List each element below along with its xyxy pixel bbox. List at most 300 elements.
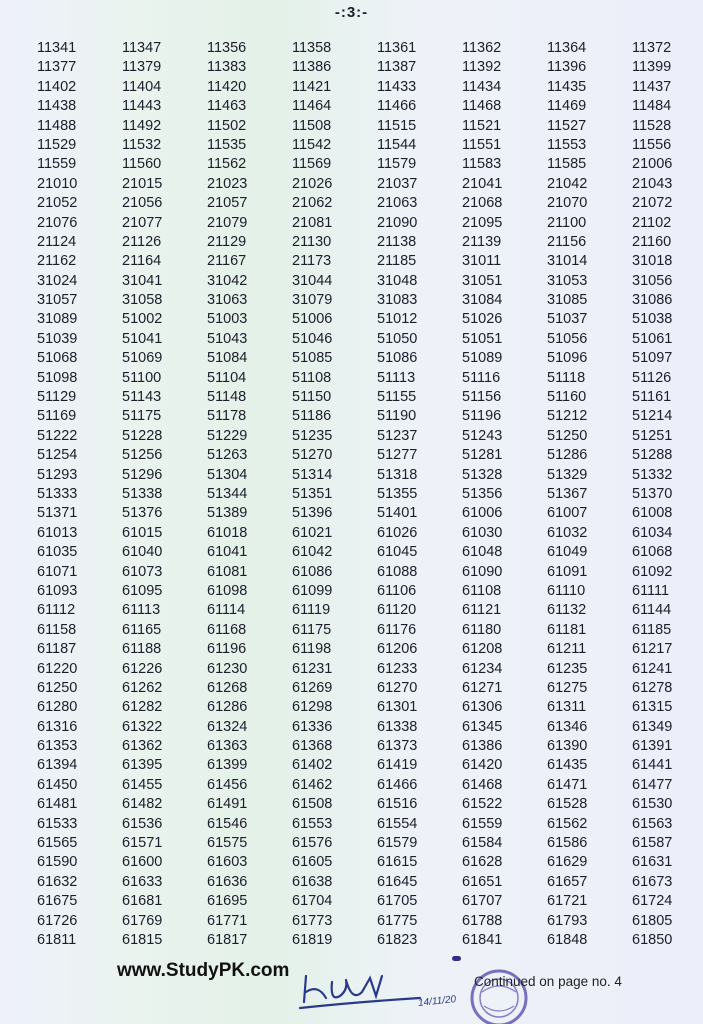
roll-number-cell: 11551 (462, 136, 502, 153)
roll-number-cell: 51355 (377, 485, 418, 502)
roll-number-cell: 21015 (122, 175, 163, 192)
roll-number-cell: 61575 (207, 835, 248, 852)
roll-number-cell: 11434 (462, 78, 502, 95)
roll-number-cell: 21026 (292, 175, 333, 192)
roll-number-cell: 31024 (37, 272, 78, 289)
roll-number-cell: 51196 (462, 408, 502, 425)
roll-number-cell: 61773 (292, 912, 333, 929)
roll-number-cell: 31051 (462, 272, 503, 289)
roll-number-cell: 51175 (122, 408, 162, 425)
roll-number-cell: 61579 (377, 835, 418, 852)
roll-number-cell: 61132 (547, 602, 587, 619)
roll-number-cell: 11438 (37, 98, 77, 115)
roll-number-cell: 11527 (547, 117, 587, 134)
roll-number-cell: 61456 (207, 776, 248, 793)
roll-number-cell: 61271 (462, 679, 503, 696)
roll-number-cell: 61628 (462, 854, 503, 871)
roll-number-cell: 51318 (377, 466, 418, 483)
roll-number-cell: 61241 (632, 660, 673, 677)
roll-number-cell: 11515 (377, 117, 417, 134)
roll-number-cell: 61217 (632, 641, 673, 658)
roll-number-cell: 61491 (207, 796, 248, 813)
roll-number-cell: 61673 (632, 873, 673, 890)
roll-number-cell: 61565 (37, 835, 78, 852)
roll-number-cell: 61695 (207, 893, 248, 910)
roll-number-cell: 61120 (377, 602, 417, 619)
roll-number-cell: 61587 (632, 835, 673, 852)
roll-number-cell: 51376 (122, 505, 163, 522)
roll-number-cell: 11466 (377, 98, 417, 115)
roll-number-cell: 31014 (547, 253, 588, 270)
roll-number-cell: 31079 (292, 292, 333, 309)
roll-number-cell: 11341 (37, 40, 77, 56)
roll-number-cell: 61482 (122, 796, 163, 813)
roll-number-cell: 51085 (292, 350, 333, 367)
roll-number-cell: 51212 (547, 408, 588, 425)
roll-number-cell: 61420 (462, 757, 503, 774)
roll-number-cell: 21090 (377, 214, 418, 231)
roll-number-cell: 61516 (377, 796, 418, 813)
roll-number-cell: 61175 (292, 621, 332, 638)
roll-number-cell: 21006 (632, 156, 673, 173)
roll-number-cell: 61399 (207, 757, 248, 774)
roll-number-cell: 21139 (462, 233, 502, 250)
roll-number-cell: 51051 (462, 330, 503, 347)
roll-number-cell: 61615 (377, 854, 418, 871)
roll-number-cell: 61275 (547, 679, 588, 696)
roll-number-cell: 61315 (632, 699, 673, 716)
roll-number-cell: 61450 (37, 776, 78, 793)
roll-number-cell: 11469 (547, 98, 587, 115)
roll-number-cell: 51254 (37, 447, 78, 464)
roll-number-cell: 31063 (207, 292, 248, 309)
roll-number-cell: 61823 (377, 931, 418, 948)
roll-number-cell: 51129 (37, 389, 77, 406)
roll-number-cell: 31084 (462, 292, 503, 309)
roll-number-cell: 51329 (547, 466, 588, 483)
roll-number-cell: 31086 (632, 292, 673, 309)
roll-number-cell: 61362 (122, 738, 163, 755)
roll-number-cell: 61726 (37, 912, 78, 929)
roll-number-cell: 51148 (207, 389, 247, 406)
roll-number-cell: 61553 (292, 815, 333, 832)
roll-number-cell: 61638 (292, 873, 333, 890)
roll-number-cell: 21042 (547, 175, 588, 192)
roll-number-cell: 61441 (632, 757, 673, 774)
roll-number-cell: 61563 (632, 815, 673, 832)
roll-number-cell: 51235 (292, 427, 333, 444)
roll-number-cell: 51097 (632, 350, 673, 367)
roll-number-cell: 51026 (462, 311, 503, 328)
roll-number-cell: 51367 (547, 485, 588, 502)
roll-number-cell: 11553 (547, 136, 587, 153)
roll-number-cell: 21126 (122, 233, 162, 250)
roll-number-cell: 11528 (632, 117, 672, 134)
roll-number-cell: 11443 (122, 98, 162, 115)
roll-number-cell: 51401 (377, 505, 418, 522)
roll-number-cell: 61110 (547, 582, 586, 599)
roll-number-cell: 21037 (377, 175, 418, 192)
roll-number-cell: 21023 (207, 175, 248, 192)
roll-number-cell: 31056 (632, 272, 673, 289)
roll-number-cell: 11383 (207, 59, 247, 76)
roll-number-cell: 61013 (37, 524, 78, 541)
roll-number-cell: 61349 (632, 718, 673, 735)
roll-number-cell: 61106 (377, 582, 417, 599)
roll-number-cell: 51251 (632, 427, 673, 444)
roll-number-cell: 11583 (462, 156, 502, 173)
roll-number-cell: 51084 (207, 350, 248, 367)
roll-number-cell: 61721 (547, 893, 588, 910)
roll-number-cell: 11364 (547, 40, 587, 56)
roll-number-cell: 11347 (122, 40, 162, 56)
roll-number-cell: 61600 (122, 854, 163, 871)
roll-number-cell: 21068 (462, 195, 503, 212)
roll-number-cell: 61108 (462, 582, 502, 599)
roll-number-cell: 61466 (377, 776, 418, 793)
roll-number-cell: 51089 (462, 350, 503, 367)
roll-number-cell: 21076 (37, 214, 78, 231)
roll-number-cell: 21129 (207, 233, 247, 250)
roll-number-cell: 31083 (377, 292, 418, 309)
roll-number-cell: 31089 (37, 311, 78, 328)
roll-number-cell: 11532 (122, 136, 162, 153)
roll-number-cell: 51222 (37, 427, 78, 444)
roll-number-cell: 21056 (122, 195, 163, 212)
roll-number-cell: 61073 (122, 563, 163, 580)
roll-number-cell: 61632 (37, 873, 78, 890)
roll-number-cell: 21081 (292, 214, 333, 231)
roll-number-cell: 61850 (632, 931, 673, 948)
roll-number-cell: 51068 (37, 350, 78, 367)
roll-number-cell: 11402 (37, 78, 77, 95)
roll-number-cell: 61368 (292, 738, 333, 755)
roll-number-cell: 51256 (122, 447, 163, 464)
roll-number-cell: 51069 (122, 350, 163, 367)
roll-number-cell: 61188 (122, 641, 162, 658)
roll-number-cell: 11464 (292, 98, 332, 115)
roll-number-cell: 11463 (207, 98, 247, 115)
roll-number-cell: 51351 (292, 485, 333, 502)
roll-number-cell: 61402 (292, 757, 333, 774)
roll-number-cell: 61168 (207, 621, 247, 638)
roll-number-cell: 61345 (462, 718, 503, 735)
roll-number-cell: 51143 (122, 389, 162, 406)
roll-number-cell: 61114 (207, 602, 246, 619)
roll-number-cell: 61208 (462, 641, 503, 658)
roll-number-cell: 61657 (547, 873, 588, 890)
roll-number-cell: 61805 (632, 912, 673, 929)
roll-number-cell: 51250 (547, 427, 588, 444)
roll-number-cell: 11569 (292, 156, 332, 173)
roll-number-cell: 61176 (377, 621, 417, 638)
roll-number-cell: 61522 (462, 796, 503, 813)
roll-number-cell: 61576 (292, 835, 333, 852)
roll-number-cell: 21079 (207, 214, 248, 231)
roll-number-cell: 61268 (207, 679, 248, 696)
roll-number-cell: 11529 (37, 136, 77, 153)
roll-number-cell: 61286 (207, 699, 248, 716)
roll-number-cell: 11502 (207, 117, 247, 134)
roll-number-cell: 61705 (377, 893, 418, 910)
roll-number-cell: 51108 (292, 369, 332, 386)
roll-number-cell: 61590 (37, 854, 78, 871)
roll-number-cell: 51277 (377, 447, 418, 464)
roll-number-cell: 51389 (207, 505, 248, 522)
roll-number-cell: 51186 (292, 408, 332, 425)
roll-number-cell: 61373 (377, 738, 418, 755)
roll-number-cell: 31044 (292, 272, 333, 289)
roll-number-cell: 51104 (207, 369, 247, 386)
roll-number-cell: 11437 (632, 78, 672, 95)
roll-number-cell: 51002 (122, 311, 163, 328)
roll-number-cell: 21041 (462, 175, 503, 192)
roll-number-cell: 61021 (292, 524, 333, 541)
roll-number-cell: 21167 (207, 253, 247, 270)
roll-number-cell: 21100 (547, 214, 587, 231)
roll-number-cell: 11556 (632, 136, 672, 153)
roll-number-cell: 21070 (547, 195, 588, 212)
roll-number-cell: 61235 (547, 660, 588, 677)
roll-number-cell: 61629 (547, 854, 588, 871)
roll-number-cell: 11468 (462, 98, 502, 115)
roll-number-cell: 61301 (377, 699, 418, 716)
roll-number-cell: 61278 (632, 679, 673, 696)
roll-number-cell: 21010 (37, 175, 78, 192)
roll-number-cell: 51229 (207, 427, 248, 444)
roll-number-cell: 61584 (462, 835, 503, 852)
continued-note: Continued on page no. 4 (474, 974, 622, 989)
roll-number-cell: 61793 (547, 912, 588, 929)
roll-number-cell: 61346 (547, 718, 588, 735)
roll-number-cell: 11559 (37, 156, 77, 173)
roll-number-cell: 61081 (207, 563, 248, 580)
roll-number-cell: 31011 (462, 253, 502, 270)
roll-number-cell: 21130 (292, 233, 332, 250)
roll-number-cell: 51126 (632, 369, 672, 386)
roll-number-cell: 61250 (37, 679, 78, 696)
roll-number-cell: 61040 (122, 544, 163, 561)
roll-number-cell: 61395 (122, 757, 163, 774)
roll-number-cell: 61811 (37, 931, 77, 948)
roll-number-cell: 51214 (632, 408, 673, 425)
roll-number-cell: 61562 (547, 815, 588, 832)
roll-number-cell: 61187 (37, 641, 77, 658)
roll-number-cell: 11386 (292, 59, 332, 76)
roll-number-cell: 61311 (547, 699, 587, 716)
roll-number-cell: 51270 (292, 447, 333, 464)
roll-number-cell: 11356 (207, 40, 247, 56)
roll-number-cell: 61158 (37, 621, 77, 638)
roll-number-cell: 51296 (122, 466, 163, 483)
roll-number-cell: 11387 (377, 59, 417, 76)
roll-number-cell: 21072 (632, 195, 673, 212)
roll-number-cell: 11521 (462, 117, 502, 134)
roll-number-cell: 61280 (37, 699, 78, 716)
roll-number-cell: 61353 (37, 738, 78, 755)
roll-number-cell: 61226 (122, 660, 163, 677)
roll-number-cell: 61681 (122, 893, 163, 910)
roll-number-cell: 51288 (632, 447, 673, 464)
signature-image (296, 962, 426, 1014)
roll-number-cell: 61111 (632, 582, 670, 599)
roll-number-cell: 21077 (122, 214, 163, 231)
roll-number-cell: 51039 (37, 330, 78, 347)
roll-number-cell: 61419 (377, 757, 418, 774)
roll-number-cell: 61006 (462, 505, 503, 522)
roll-number-cell: 51190 (377, 408, 417, 425)
roll-number-cell: 51396 (292, 505, 333, 522)
roll-number-cell: 61363 (207, 738, 248, 755)
roll-number-cell: 31085 (547, 292, 588, 309)
roll-number-cell: 11392 (462, 59, 502, 76)
roll-number-cell: 51356 (462, 485, 503, 502)
roll-number-cell: 61113 (122, 602, 161, 619)
roll-number-cell: 61269 (292, 679, 333, 696)
roll-number-cell: 11544 (377, 136, 417, 153)
roll-number-cell: 51100 (122, 369, 162, 386)
roll-number-cell: 11585 (547, 156, 587, 173)
roll-number-cell: 11362 (462, 40, 502, 56)
roll-number-cell: 51169 (37, 408, 77, 425)
roll-number-cell: 61435 (547, 757, 588, 774)
roll-number-cell: 21185 (377, 253, 417, 270)
roll-number-cell: 31042 (207, 272, 248, 289)
roll-number-cell: 61048 (462, 544, 503, 561)
roll-number-cell: 11396 (547, 59, 587, 76)
roll-number-cell: 61455 (122, 776, 163, 793)
roll-number-cell: 61775 (377, 912, 418, 929)
roll-number-cell: 61298 (292, 699, 333, 716)
roll-number-cell: 61185 (632, 621, 672, 638)
roll-number-cell: 61071 (37, 563, 78, 580)
roll-number-cell: 51037 (547, 311, 588, 328)
roll-number-cell: 51086 (377, 350, 418, 367)
roll-number-cell: 61144 (632, 602, 672, 619)
roll-number-cell: 21057 (207, 195, 248, 212)
roll-number-cell: 61091 (547, 563, 588, 580)
roll-number-cell: 11579 (377, 156, 417, 173)
roll-number-cell: 61633 (122, 873, 163, 890)
roll-number-cell: 61093 (37, 582, 78, 599)
roll-number-cell: 61586 (547, 835, 588, 852)
roll-number-cell: 21063 (377, 195, 418, 212)
roll-number-cell: 61092 (632, 563, 673, 580)
roll-number-cell: 61707 (462, 893, 503, 910)
roll-number-cell: 61530 (632, 796, 673, 813)
roll-number-cell: 11372 (632, 40, 672, 56)
roll-number-cell: 61546 (207, 815, 248, 832)
roll-number-cell: 61471 (547, 776, 588, 793)
roll-number-cell: 31057 (37, 292, 78, 309)
roll-number-cell: 61559 (462, 815, 503, 832)
roll-number-cell: 11542 (292, 136, 332, 153)
roll-number-cell: 31018 (632, 253, 673, 270)
roll-number-cell: 61322 (122, 718, 163, 735)
roll-number-cell: 61394 (37, 757, 78, 774)
roll-number-cell: 61724 (632, 893, 673, 910)
roll-number-cell: 61032 (547, 524, 588, 541)
roll-number-cell: 51156 (462, 389, 502, 406)
roll-number-cell: 11379 (122, 59, 162, 76)
roll-number-cell: 61675 (37, 893, 78, 910)
roll-number-cell: 11361 (377, 40, 417, 56)
roll-number-cell: 61468 (462, 776, 503, 793)
roll-number-cell: 61098 (207, 582, 248, 599)
roll-number-cell: 61603 (207, 854, 248, 871)
roll-number-cell: 51338 (122, 485, 163, 502)
roll-number-grid (37, 39, 703, 950)
roll-number-cell: 61571 (122, 835, 163, 852)
roll-number-cell: 61282 (122, 699, 163, 716)
roll-number-cell: 21160 (632, 233, 672, 250)
roll-number-cell: 61008 (632, 505, 673, 522)
roll-number-cell: 61206 (377, 641, 418, 658)
roll-number-cell: 61386 (462, 738, 503, 755)
roll-number-cell: 11358 (292, 40, 332, 56)
roll-number-cell: 61704 (292, 893, 333, 910)
roll-number-cell: 31058 (122, 292, 163, 309)
roll-number-cell: 51150 (292, 389, 332, 406)
roll-number-cell: 11399 (632, 59, 672, 76)
roll-number-cell: 51098 (37, 369, 78, 386)
roll-number-cell: 31053 (547, 272, 588, 289)
roll-number-cell: 61041 (207, 544, 248, 561)
roll-number-cell: 61462 (292, 776, 333, 793)
roll-number-cell: 21162 (37, 253, 77, 270)
roll-number-cell: 51118 (547, 369, 586, 386)
roll-number-cell: 61819 (292, 931, 333, 948)
roll-number-cell: 51012 (377, 311, 418, 328)
roll-number-cell: 11404 (122, 78, 162, 95)
roll-number-cell: 61631 (632, 854, 673, 871)
roll-number-cell: 21095 (462, 214, 503, 231)
roll-number-cell: 11488 (37, 117, 77, 134)
page-number-header: -:3:- (334, 4, 369, 21)
roll-number-cell: 61088 (377, 563, 418, 580)
roll-number-cell: 51237 (377, 427, 418, 444)
roll-number-cell: 61030 (462, 524, 503, 541)
roll-number-cell: 61049 (547, 544, 588, 561)
roll-number-cell: 61119 (292, 602, 331, 619)
roll-number-cell: 61270 (377, 679, 418, 696)
signature-date: 14/11/20 (417, 994, 457, 1009)
roll-number-cell: 61196 (207, 641, 247, 658)
roll-number-cell: 11484 (632, 98, 672, 115)
roll-number-cell: 61645 (377, 873, 418, 890)
roll-number-cell: 61306 (462, 699, 503, 716)
roll-number-cell: 51050 (377, 330, 418, 347)
roll-number-cell: 61015 (122, 524, 163, 541)
roll-number-cell: 51056 (547, 330, 588, 347)
roll-number-cell: 61112 (37, 602, 76, 619)
roll-number-cell: 61234 (462, 660, 503, 677)
roll-number-cell: 51041 (122, 330, 163, 347)
roll-number-cell: 61788 (462, 912, 503, 929)
roll-number-cell: 21156 (547, 233, 587, 250)
roll-number-cell: 21062 (292, 195, 333, 212)
roll-number-cell: 11433 (377, 78, 417, 95)
roll-number-cell: 51038 (632, 311, 673, 328)
roll-number-cell: 61035 (37, 544, 78, 561)
roll-number-cell: 51314 (292, 466, 333, 483)
roll-number-cell: 61090 (462, 563, 503, 580)
roll-number-cell: 61508 (292, 796, 333, 813)
roll-number-cell: 51243 (462, 427, 503, 444)
roll-number-cell: 61018 (207, 524, 248, 541)
roll-number-cell: 51155 (377, 389, 417, 406)
roll-number-cell: 11508 (292, 117, 332, 134)
